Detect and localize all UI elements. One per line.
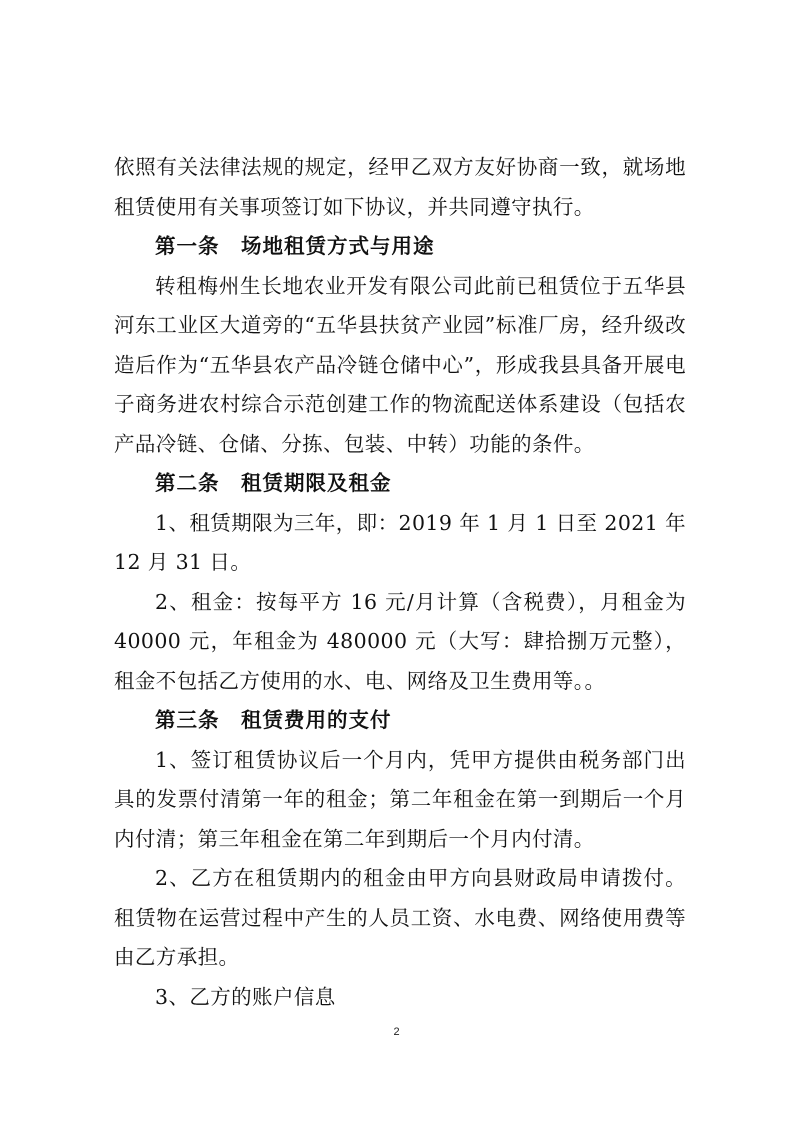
article-3-heading: 第三条 租赁费用的支付 bbox=[155, 708, 392, 732]
article-2-heading: 第二条 租赁期限及租金 bbox=[155, 471, 392, 495]
article-1-heading: 第一条 场地租赁方式与用途 bbox=[155, 234, 435, 258]
page-number: 2 bbox=[393, 1026, 400, 1038]
article-3-paragraph-3: 3、乙方的账户信息 bbox=[155, 984, 336, 1009]
article-1-paragraph-1: 转租梅州生长地农业开发有限公司此前已租赁位于五华县河东工业区大道旁的“五华县扶贫产业园”标准厂房，经升级改造后作为“五华县农产品冷链仓储中心”，形成我县具备开展电子商务进农村综合示范创建工作的物流配送体系建设（包括农产品冷链、仓储、分拣、包装、中转）功能的条件。 bbox=[114, 273, 686, 456]
article-3-paragraph-2: 2、乙方在租赁期内的租金由甲方向县财政局申请拨付。租赁物在运营过程中产生的人员工资、水电费、网络使用费等由乙方承担。 bbox=[114, 866, 686, 969]
article-2-paragraph-1: 1、租赁期限为三年，即：2019 年 1 月 1 日至 2021 年 12 月 31 日。 bbox=[114, 510, 686, 574]
article-2-paragraph-2: 2、租金：按每平方 16 元/月计算（含税费），月租金为 40000 元，年租金为 480000 元（大写：肆拾捌万元整），租金不包括乙方使用的水、电、网络及卫生费用等。。 bbox=[114, 589, 686, 693]
intro-paragraph: 依照有关法律法规的规定，经甲乙双方友好协商一致，就场地租赁使用有关事项签订如下协议，并共同遵守执行。 bbox=[114, 155, 686, 219]
article-3-paragraph-1: 1、签订租赁协议后一个月内，凭甲方提供由税务部门出具的发票付清第一年的租金；第二年租金在第一到期后一个月内付清；第三年租金在第二年到期后一个月内付清。 bbox=[114, 747, 686, 851]
document-body bbox=[114, 148, 686, 1017]
